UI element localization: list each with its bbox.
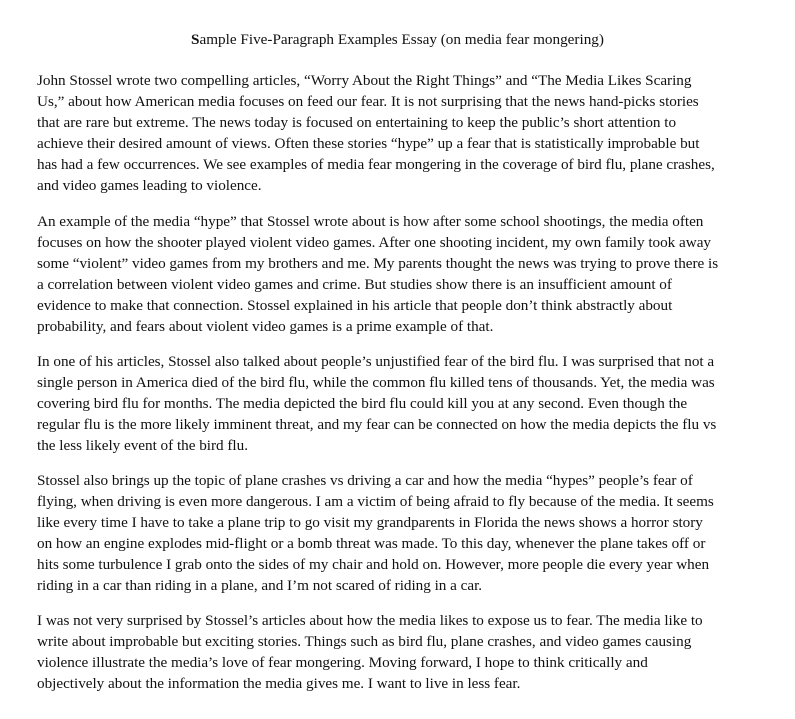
text-line: a correlation between violent video games and crime. But studies show there is an insufficient amount of [37,276,672,293]
text-line: Stossel also brings up the topic of plane crashes vs driving a car and how the media “hypes” people’s fear of [37,472,693,489]
essay-title-initial: S [191,31,200,48]
text-line: In one of his articles, Stossel also talked about people’s unjustified fear of the bird flu. I was surprised that not a [37,353,715,370]
text-line: the less likely event of the bird flu. [37,437,248,454]
paragraph-conclusion [37,610,777,694]
paragraph-introduction [37,70,777,196]
text-line: and video games leading to violence. [37,177,262,194]
text-line: hits some turbulence I grab onto the sides of my chair and hold on. However, more people die every year when [37,556,710,573]
paragraph-bird-flu [37,351,777,456]
essay-title [0,30,795,50]
essay-title-text: ample Five-Paragraph Examples Essay (on media fear mongering) [199,31,604,48]
text-line: riding in a car than riding in a plane, and I’m not scared of riding in a car. [37,577,483,594]
text-line: write about improbable but exciting stories. Things such as bird flu, plane crashes, and video games causing [37,633,692,650]
text-line: regular flu is the more likely imminent threat, and my fear can be connected on how the media depicts the flu vs [37,416,717,433]
paragraph-plane-crashes [37,470,777,596]
text-line: achieve their desired amount of views. Often these stories “hype” up a fear that is statistically improbable but [37,135,700,152]
text-line: An example of the media “hype” that Stossel wrote about is how after some school shootings, the media often [37,213,704,230]
text-line: covering bird flu for months. The media depicted the bird flu could kill you at any second. Even though the [37,395,688,412]
text-line: I was not very surprised by Stossel’s articles about how the media likes to expose us to fear. The media like to [37,612,703,629]
text-line: single person in America died of the bird flu, while the common flu killed tens of thousands. Yet, the media was [37,374,715,391]
text-line: evidence to make that connection. Stossel explained in his article that people don’t think abstractly about [37,297,673,314]
text-line: that are rare but extreme. The news today is focused on entertaining to keep the public’s short attention to [37,114,677,131]
text-line: objectively about the information the media gives me. I want to live in less fear. [37,675,521,692]
text-line: like every time I have to take a plane trip to go visit my grandparents in Florida the news shows a horror story [37,514,703,531]
text-line: John Stossel wrote two compelling articles, “Worry About the Right Things” and “The Media Likes Scaring [37,72,692,89]
text-line: has had a few occurrences. We see examples of media fear mongering in the coverage of bird flu, plane crashes, [37,156,715,173]
text-line: focuses on how the shooter played violent video games. After one shooting incident, my own family took away [37,234,711,251]
text-line: on how an engine explodes mid-flight or a bomb threat was made. To this day, whenever the plane takes off or [37,535,706,552]
text-line: flying, when driving is even more dangerous. I am a victim of being afraid to fly because of the media. It seems [37,493,714,510]
text-line: some “violent” video games from my brothers and me. My parents thought the news was trying to prove there is [37,255,719,272]
text-line: violence illustrate the media’s love of fear mongering. Moving forward, I hope to think critically and [37,654,648,671]
text-line: probability, and fears about violent video games is a prime example of that. [37,318,494,335]
text-line: Us,” about how American media focuses on feed our fear. It is not surprising that the news hand-picks stories [37,93,699,110]
paragraph-video-games [37,211,777,337]
